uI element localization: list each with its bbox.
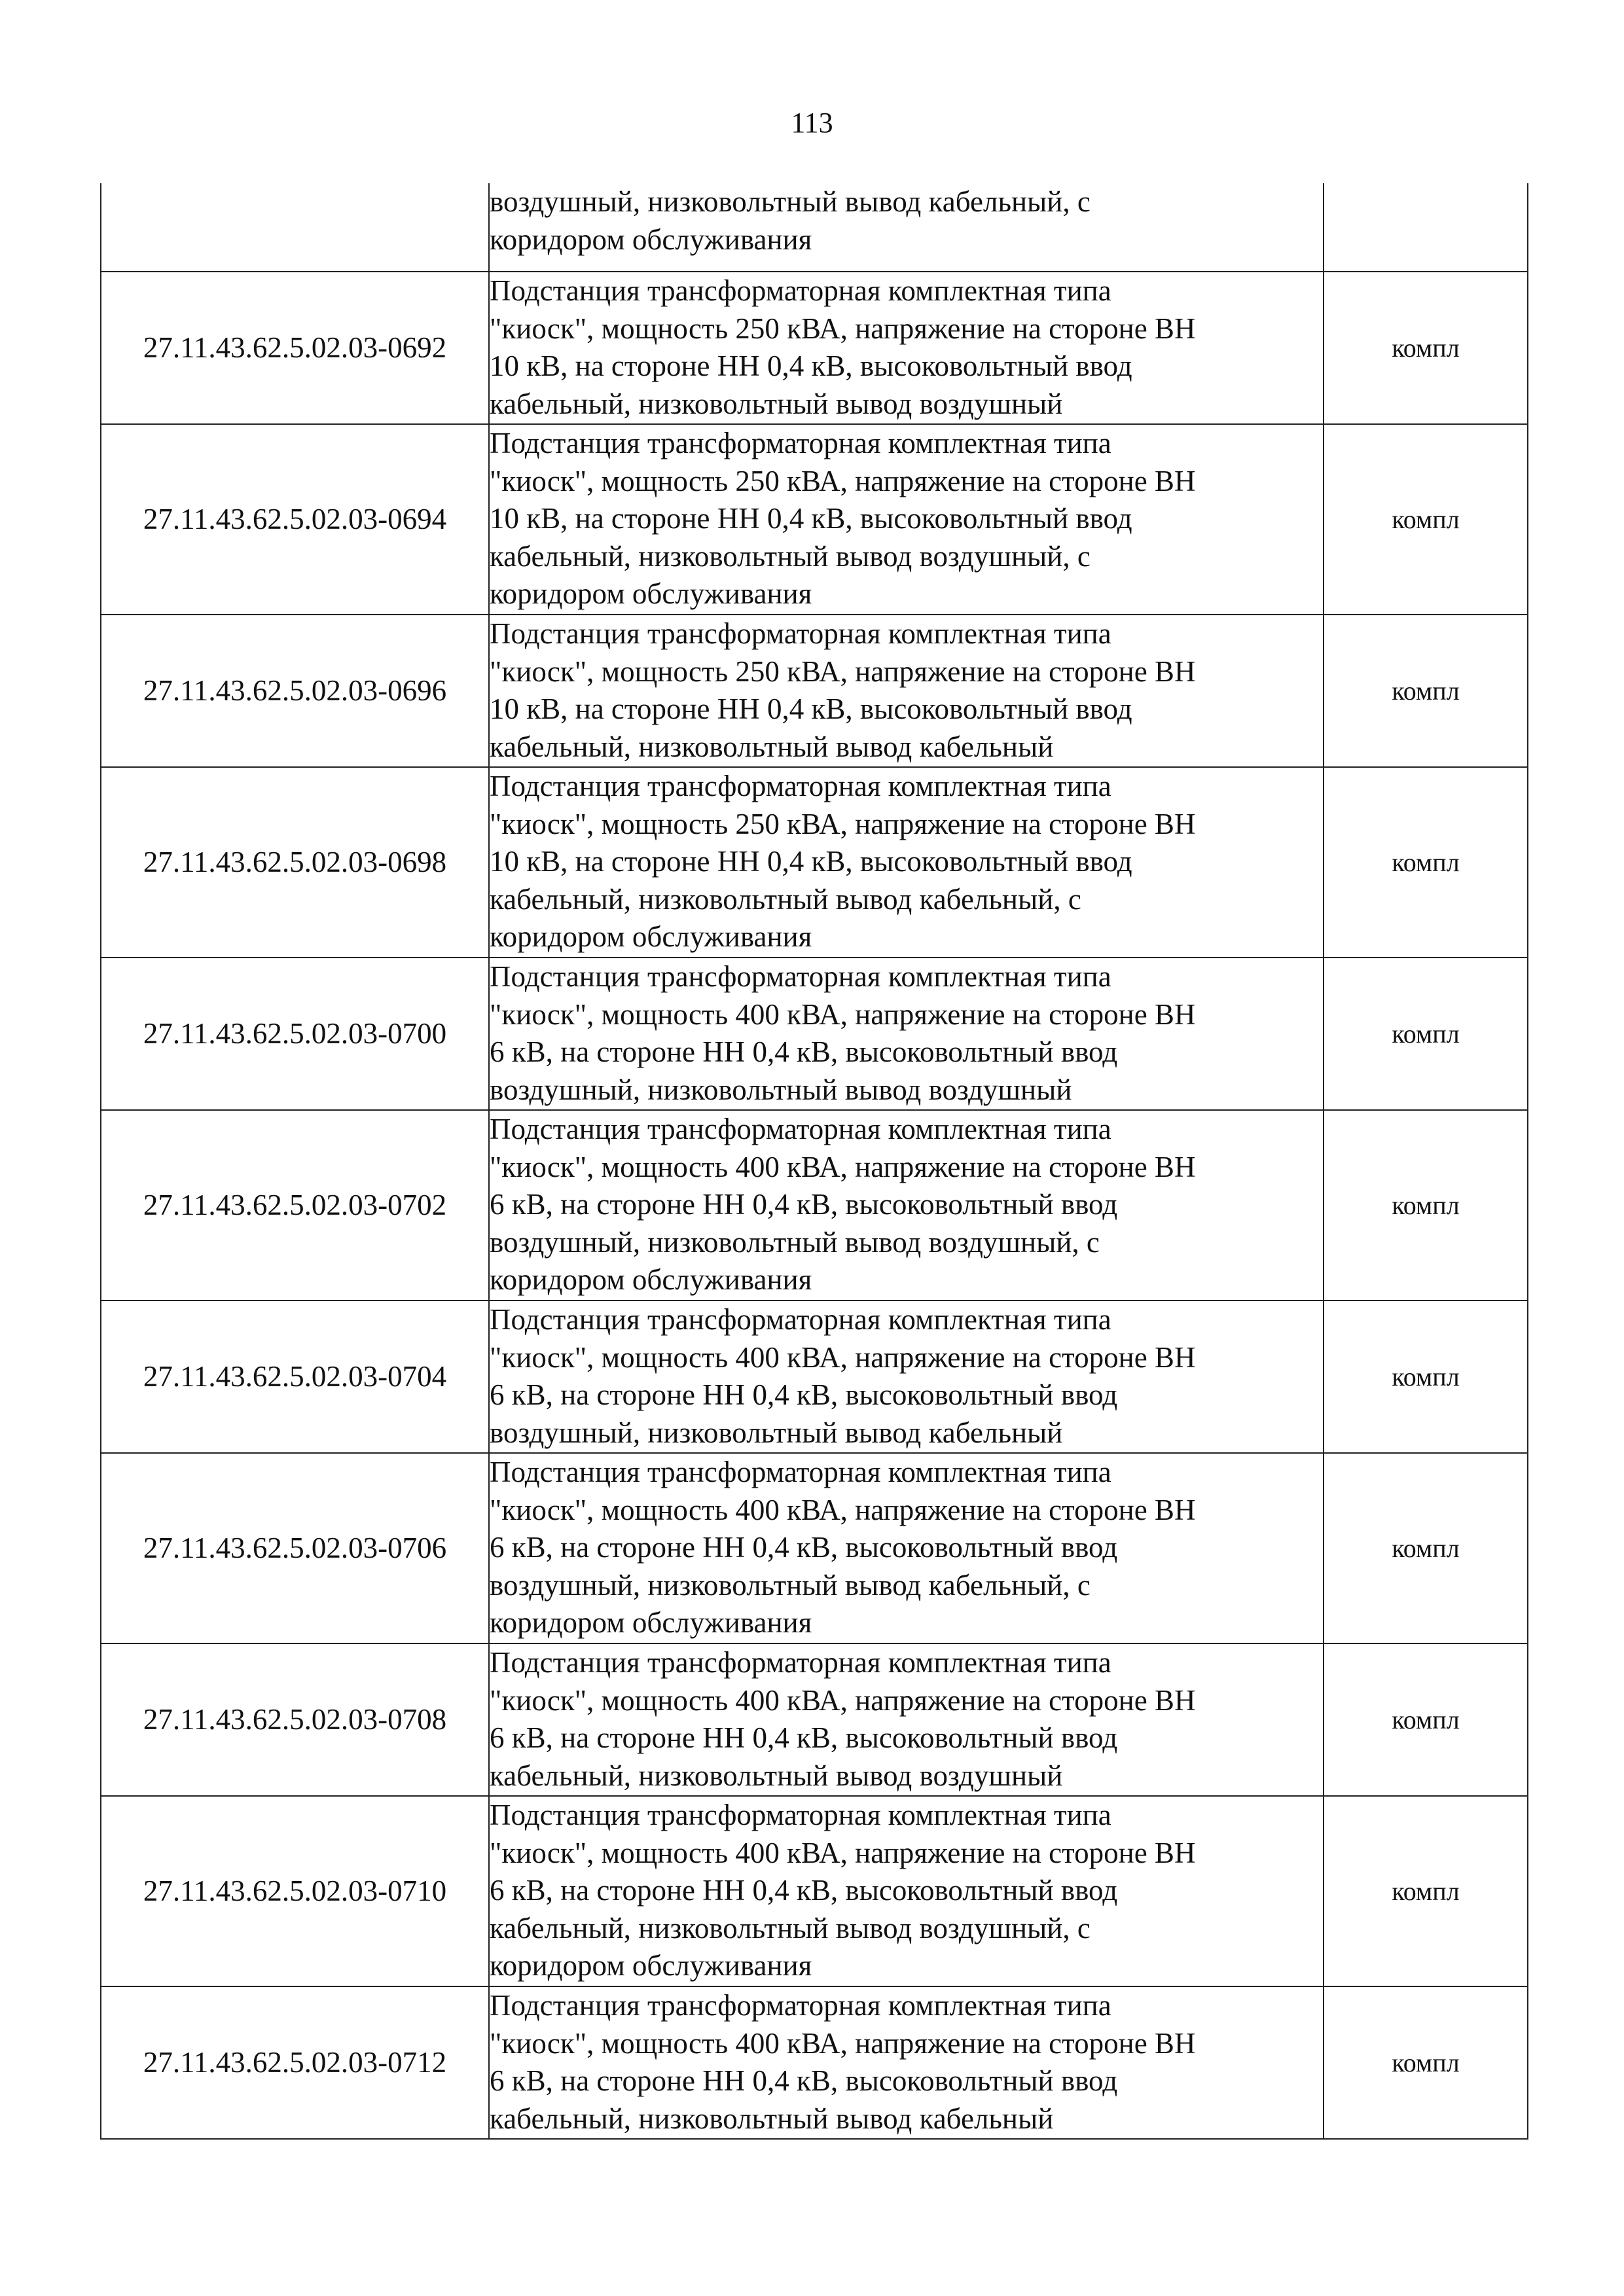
item-code-cell: 27.11.43.62.5.02.03-0700 — [101, 958, 489, 1110]
table-row — [101, 1110, 1528, 1300]
table-row — [101, 424, 1528, 615]
item-code-cell: 27.11.43.62.5.02.03-0698 — [101, 767, 489, 958]
description-line: коридором обслуживания — [490, 1606, 812, 1639]
table-row — [101, 767, 1528, 958]
description-line: Подстанция трансформаторная комплектная типа — [490, 770, 1111, 802]
description-line: кабельный, низковольтный вывод воздушный, с — [490, 539, 1091, 573]
description-line: "киоск", мощность 400 кВА, напряжение на стороне ВН — [490, 1150, 1196, 1183]
description-line: 6 кВ, на стороне НН 0,4 кВ, высоковольтный ввод — [490, 1874, 1118, 1907]
description-line: 6 кВ, на стороне НН 0,4 кВ, высоковольтный ввод — [490, 2064, 1118, 2097]
unit-cell: компл — [1324, 958, 1528, 1110]
description-line: Подстанция трансформаторная комплектная типа — [490, 1989, 1111, 2022]
description-line: кабельный, низковольтный вывод кабельный — [490, 730, 1054, 763]
unit-cell: компл — [1324, 767, 1528, 958]
description-line: "киоск", мощность 250 кВА, напряжение на стороне ВН — [490, 807, 1196, 840]
item-description-cell — [489, 615, 1324, 767]
description-line: коридором обслуживания — [490, 1263, 812, 1296]
description-line: 6 кВ, на стороне НН 0,4 кВ, высоковольтный ввод — [490, 1188, 1118, 1221]
description-line: "киоск", мощность 250 кВА, напряжение на стороне ВН — [490, 312, 1196, 345]
description-line: "киоск", мощность 250 кВА, напряжение на стороне ВН — [490, 655, 1196, 688]
description-line: кабельный, низковольтный вывод воздушный — [490, 387, 1063, 420]
description-line: коридором обслуживания — [490, 920, 812, 953]
description-line: воздушный, низковольтный вывод воздушный, с — [490, 1225, 1100, 1259]
table-row — [101, 615, 1528, 767]
description-line: 10 кВ, на стороне НН 0,4 кВ, высоковольтный ввод — [490, 692, 1132, 725]
item-description-cell — [489, 1453, 1324, 1643]
item-code-cell: 27.11.43.62.5.02.03-0706 — [101, 1453, 489, 1643]
description-line: Подстанция трансформаторная комплектная типа — [490, 1456, 1111, 1488]
table-row — [101, 958, 1528, 1110]
description-line: кабельный, низковольтный вывод кабельный, с — [490, 882, 1081, 916]
table-row — [101, 1300, 1528, 1453]
page-number: 113 — [791, 107, 833, 139]
description-line: кабельный, низковольтный вывод воздушный, с — [490, 1911, 1091, 1945]
description-line: кабельный, низковольтный вывод воздушный — [490, 1759, 1063, 1792]
unit-cell: компл — [1324, 1300, 1528, 1453]
description-line: "киоск", мощность 400 кВА, напряжение на стороне ВН — [490, 1340, 1196, 1374]
item-description-cell — [489, 1110, 1324, 1300]
description-line: 10 кВ, на стороне НН 0,4 кВ, высоковольтный ввод — [490, 502, 1132, 535]
item-description-cell — [489, 958, 1324, 1110]
description-line: Подстанция трансформаторная комплектная типа — [490, 427, 1111, 459]
unit-cell: компл — [1324, 1110, 1528, 1300]
item-description-cell — [489, 424, 1324, 615]
description-line: воздушный, низковольтный вывод кабельный — [490, 1416, 1063, 1449]
description-line: 10 кВ, на стороне НН 0,4 кВ, высоковольтный ввод — [490, 350, 1132, 382]
table-body — [101, 183, 1528, 2139]
table-row — [101, 1453, 1528, 1643]
description-line: 6 кВ, на стороне НН 0,4 кВ, высоковольтный ввод — [490, 1531, 1118, 1564]
table-row — [101, 1986, 1528, 2139]
table-row — [101, 183, 1528, 272]
description-line: Подстанция трансформаторная комплектная типа — [490, 617, 1111, 650]
description-line: воздушный, низковольтный вывод кабельный, с — [490, 1568, 1091, 1602]
description-line: Подстанция трансформаторная комплектная типа — [490, 274, 1111, 307]
item-code-cell: 27.11.43.62.5.02.03-0712 — [101, 1986, 489, 2139]
description-line: 10 кВ, на стороне НН 0,4 кВ, высоковольтный ввод — [490, 845, 1132, 878]
description-line: Подстанция трансформаторная комплектная типа — [490, 1799, 1111, 1831]
description-line: "киоск", мощность 400 кВА, напряжение на стороне ВН — [490, 1493, 1196, 1526]
item-description-cell — [489, 1796, 1324, 1986]
item-description-cell — [489, 183, 1324, 272]
unit-cell: компл — [1324, 272, 1528, 424]
unit-cell: компл — [1324, 1453, 1528, 1643]
item-code-cell: 27.11.43.62.5.02.03-0696 — [101, 615, 489, 767]
item-code-cell: 27.11.43.62.5.02.03-0704 — [101, 1300, 489, 1453]
item-description-cell — [489, 272, 1324, 424]
resource-table — [100, 183, 1528, 2140]
description-line: Подстанция трансформаторная комплектная типа — [490, 1113, 1111, 1145]
unit-cell: компл — [1324, 1643, 1528, 1796]
item-code-cell: 27.11.43.62.5.02.03-0702 — [101, 1110, 489, 1300]
description-line: коридором обслуживания — [490, 1949, 812, 1982]
description-line: коридором обслуживания — [490, 223, 812, 256]
description-line: 6 кВ, на стороне НН 0,4 кВ, высоковольтный ввод — [490, 1035, 1118, 1068]
description-line: "киоск", мощность 250 кВА, напряжение на стороне ВН — [490, 464, 1196, 497]
item-description-cell — [489, 1986, 1324, 2139]
item-description-cell — [489, 1300, 1324, 1453]
unit-cell — [1324, 183, 1528, 272]
description-line: "киоск", мощность 400 кВА, напряжение на стороне ВН — [490, 1836, 1196, 1869]
item-description-cell — [489, 767, 1324, 958]
description-line: Подстанция трансформаторная комплектная типа — [490, 1303, 1111, 1336]
item-code-cell: 27.11.43.62.5.02.03-0692 — [101, 272, 489, 424]
item-code-cell: 27.11.43.62.5.02.03-0710 — [101, 1796, 489, 1986]
description-line: "киоск", мощность 400 кВА, напряжение на стороне ВН — [490, 2026, 1196, 2060]
unit-cell: компл — [1324, 424, 1528, 615]
table-row — [101, 1643, 1528, 1796]
description-line: Подстанция трансформаторная комплектная типа — [490, 960, 1111, 993]
item-description-cell — [489, 1643, 1324, 1796]
table-row — [101, 1796, 1528, 1986]
description-line: 6 кВ, на стороне НН 0,4 кВ, высоковольтный ввод — [490, 1378, 1118, 1411]
description-line: Подстанция трансформаторная комплектная типа — [490, 1646, 1111, 1679]
unit-cell: компл — [1324, 1796, 1528, 1986]
item-code-cell: 27.11.43.62.5.02.03-0694 — [101, 424, 489, 615]
description-line: воздушный, низковольтный вывод кабельный, с — [490, 185, 1091, 218]
description-line: коридором обслуживания — [490, 577, 812, 610]
description-line: воздушный, низковольтный вывод воздушный — [490, 1073, 1072, 1106]
item-code-cell: 27.11.43.62.5.02.03-0708 — [101, 1643, 489, 1796]
unit-cell: компл — [1324, 1986, 1528, 2139]
unit-cell: компл — [1324, 615, 1528, 767]
table-row — [101, 272, 1528, 424]
description-line: "киоск", мощность 400 кВА, напряжение на стороне ВН — [490, 1683, 1196, 1717]
item-code-cell — [101, 183, 489, 272]
description-line: кабельный, низковольтный вывод кабельный — [490, 2102, 1054, 2135]
description-line: "киоск", мощность 400 кВА, напряжение на стороне ВН — [490, 997, 1196, 1031]
description-line: 6 кВ, на стороне НН 0,4 кВ, высоковольтный ввод — [490, 1721, 1118, 1754]
